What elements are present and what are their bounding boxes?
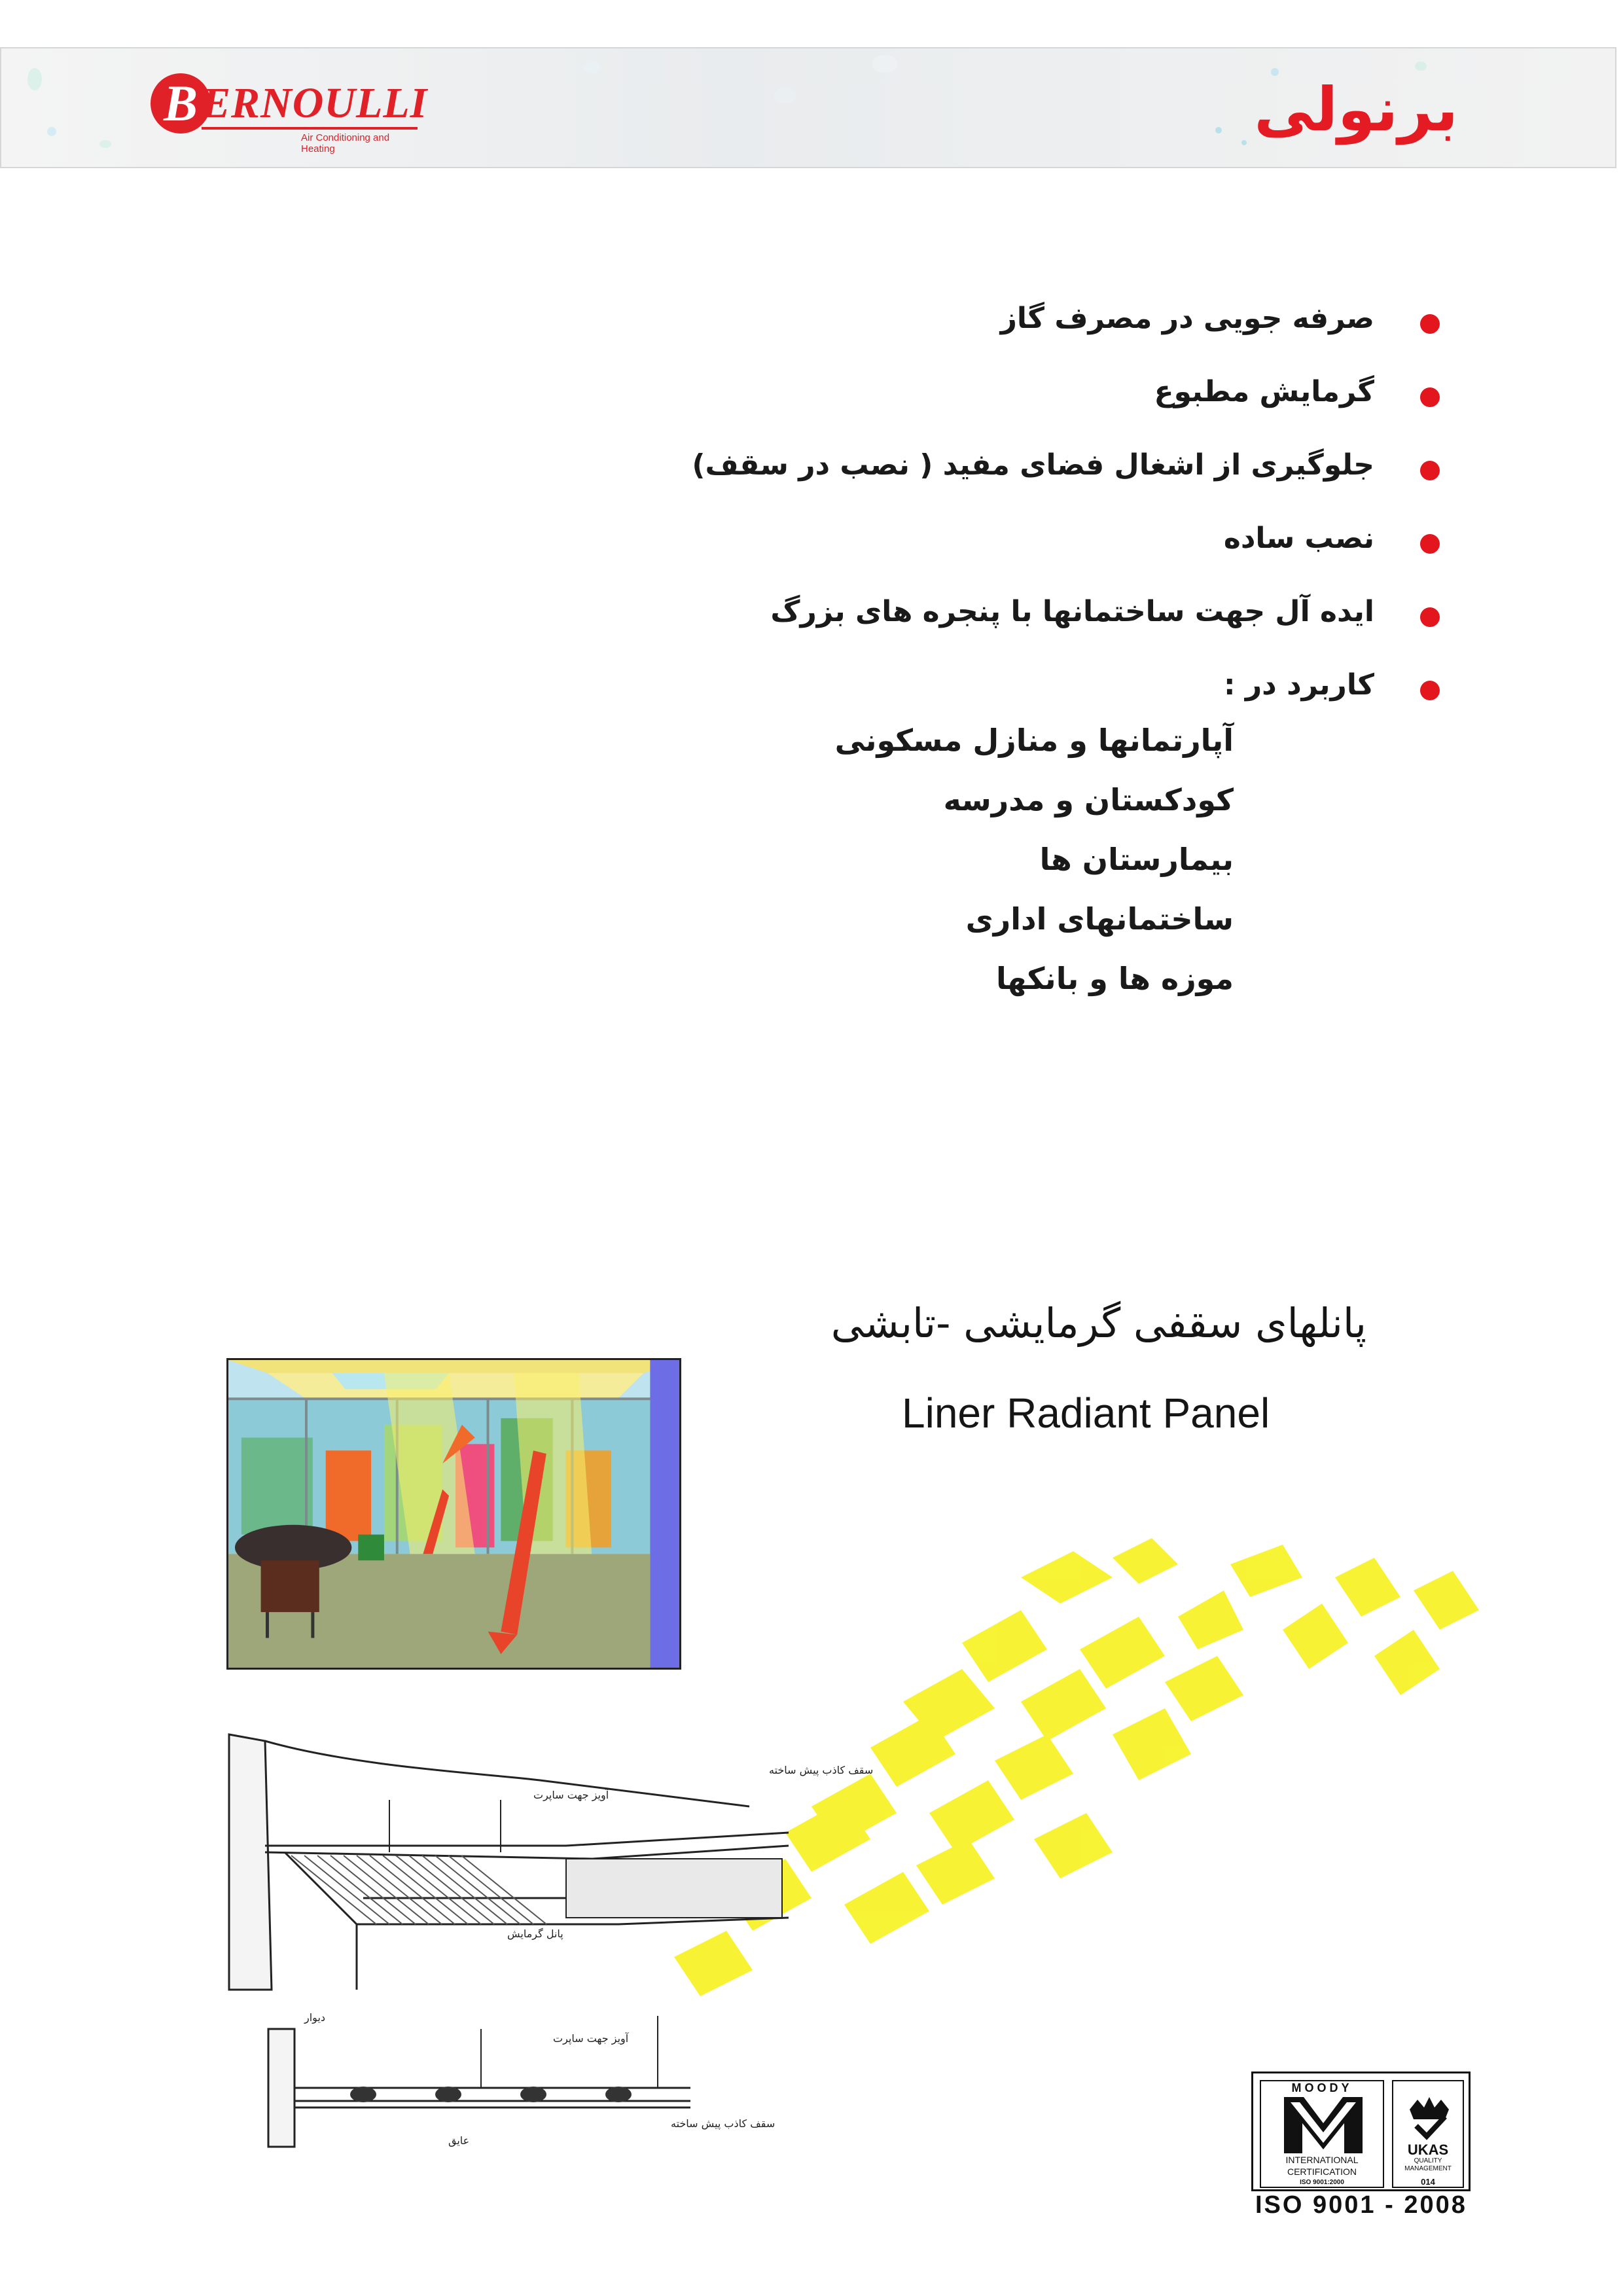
- drawing-label: دیوار: [304, 2011, 326, 2024]
- moody-certification-logo: [1260, 2080, 1384, 2188]
- application-item: ساختمانهای اداری: [965, 901, 1234, 937]
- feature-text: کاربرد در :: [1223, 668, 1374, 702]
- feature-text: ایده آل جهت ساختمانها با پنجره های بزرگ: [770, 594, 1374, 628]
- feature-text: صرفه جویی در مصرف گاز: [1000, 301, 1374, 335]
- crown-check-icon: [1403, 2093, 1455, 2139]
- splash-decoration: [1415, 62, 1427, 71]
- bullet-dot-icon: [1420, 607, 1440, 627]
- splash-decoration: [774, 88, 796, 103]
- drawing-label: سقف کاذب پیش ساخته: [671, 2117, 776, 2130]
- feature-list: [524, 281, 1374, 721]
- feature-text: جلوگیری از اشغال فضای مفید ( نصب در سقف): [692, 448, 1374, 482]
- feature-item: [524, 501, 1374, 575]
- application-item: موزه ها و بانکها: [996, 960, 1234, 996]
- bullet-dot-icon: [1420, 461, 1440, 480]
- brand-name-persian: برنولی: [1254, 75, 1458, 145]
- room-illustration: [226, 1358, 681, 1670]
- application-list: [835, 710, 1234, 1008]
- feature-item: [524, 428, 1374, 501]
- bullet-dot-icon: [1420, 534, 1440, 554]
- drawing-label: آویز جهت ساپرت: [553, 2032, 629, 2045]
- application-item: کودکستان و مدرسه: [943, 781, 1234, 817]
- splash-decoration: [47, 127, 56, 136]
- certification-badge: [1251, 2072, 1471, 2191]
- bullet-dot-icon: [1420, 314, 1440, 334]
- feature-text: نصب ساده: [1223, 521, 1374, 555]
- logo-tagline: Air Conditioning and Heating: [301, 132, 390, 154]
- feature-item: [524, 281, 1374, 355]
- drawing-label: پانل گرمایش: [507, 1928, 563, 1940]
- logo-underline: [202, 127, 418, 130]
- ukas-number: 014: [1421, 2177, 1435, 2187]
- feature-item: [524, 575, 1374, 648]
- ceiling-section-drawing: [226, 1728, 874, 2003]
- moody-line1: INTERNATIONAL: [1285, 2155, 1359, 2165]
- header-band: [0, 47, 1616, 168]
- application-item: آپارتمانها و منازل مسکونی: [834, 722, 1234, 758]
- splash-decoration: [584, 62, 601, 73]
- drawing-label: سقف کاذب پیش ساخته: [769, 1764, 874, 1776]
- logo-mark: B: [151, 73, 211, 134]
- moody-line2: CERTIFICATION: [1287, 2166, 1357, 2177]
- bullet-dot-icon: [1420, 387, 1440, 407]
- drawing-label: عایق: [448, 2134, 470, 2147]
- splash-decoration: [1215, 127, 1222, 134]
- ukas-name: UKAS: [1407, 2142, 1449, 2158]
- iso-standard-text: ISO 9001 - 2008: [1255, 2191, 1467, 2219]
- application-item: بیمارستان ها: [1039, 841, 1234, 877]
- moody-m-icon: [1284, 2097, 1363, 2153]
- moody-line3: ISO 9001:2000: [1300, 2179, 1344, 2186]
- feature-text: گرمایش مطبوع: [1154, 374, 1374, 408]
- drawing-label: آویز جهت ساپرت: [533, 1789, 609, 1801]
- bernoulli-logo: [151, 69, 428, 154]
- splash-decoration: [872, 55, 898, 73]
- logo-wordmark: ERNOULLI: [202, 79, 428, 127]
- ukas-certification-logo: [1392, 2080, 1464, 2188]
- product-title-persian: پانلهای سقفی گرمایشی -تابشی: [830, 1299, 1366, 1347]
- bullet-dot-icon: [1420, 681, 1440, 700]
- product-title-english: Liner Radiant Panel: [902, 1390, 1270, 1437]
- splash-decoration: [99, 140, 111, 148]
- ukas-sub2: MANAGEMENT: [1404, 2165, 1452, 2172]
- feature-item: [524, 355, 1374, 428]
- splash-decoration: [1241, 140, 1247, 145]
- panel-detail-drawing: [265, 2003, 776, 2153]
- splash-decoration: [27, 68, 42, 90]
- moody-name: MOODY: [1291, 2081, 1353, 2094]
- ukas-sub1: QUALITY: [1414, 2157, 1442, 2164]
